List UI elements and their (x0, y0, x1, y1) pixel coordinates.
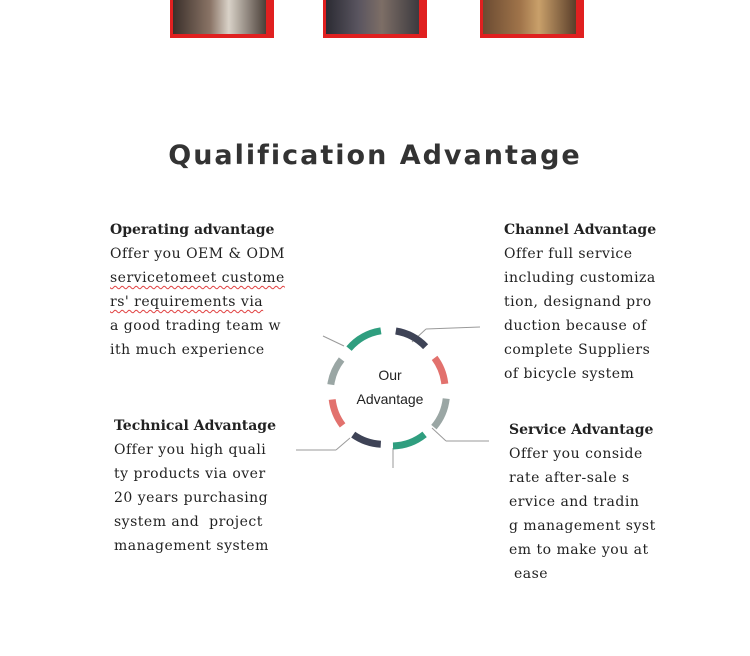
exhibition-photo-2 (323, 0, 427, 38)
channel-line: tion, designand pro (504, 294, 652, 310)
exhibition-photo-3 (480, 0, 584, 38)
exhibition-photo-1 (170, 0, 274, 38)
channel-line: including customiza (504, 270, 656, 286)
service-advantage-block (509, 418, 656, 586)
service-line: ease (509, 566, 549, 582)
service-line: ervice and tradin (509, 494, 640, 510)
channel-line: of bicycle system (504, 366, 635, 382)
operating-heading: Operating advantage (110, 222, 275, 238)
service-line: Offer you conside (509, 446, 643, 462)
operating-advantage-block (110, 218, 285, 362)
service-line: rate after-sale s (509, 470, 630, 486)
channel-advantage-block (504, 218, 656, 386)
technical-heading: Technical Advantage (114, 418, 276, 434)
technical-line: 20 years purchasing (114, 490, 269, 506)
connector-line (432, 428, 446, 441)
operating-line: rs' requirements via (110, 294, 264, 310)
service-line: g management syst (509, 518, 656, 534)
connector-line (426, 327, 480, 329)
technical-line: Offer you high quali (114, 442, 267, 458)
connector-line (323, 336, 344, 346)
technical-line: management system (114, 538, 269, 554)
ring-segment-teal (393, 434, 425, 446)
ring-segment-navy (353, 435, 381, 445)
operating-line: a good trading team w (110, 318, 282, 334)
technical-line: system and project (114, 514, 263, 530)
hub-label-advantage: Advantage (356, 391, 424, 407)
channel-line: complete Suppliers (504, 342, 651, 358)
operating-line: ith much experience (110, 342, 265, 358)
operating-line: Offer you OEM & ODM (110, 246, 286, 262)
ring-segment-teal (349, 331, 381, 349)
service-line: em to make you at (509, 542, 649, 558)
technical-line: ty products via over (114, 466, 266, 482)
technical-advantage-block (114, 414, 276, 558)
service-heading: Service Advantage (509, 422, 654, 438)
channel-line: duction because of (504, 318, 647, 334)
section-title: Qualification Advantage (168, 140, 582, 171)
channel-heading: Channel Advantage (504, 222, 657, 238)
channel-line: Offer full service (504, 246, 633, 262)
connector-line (336, 438, 350, 450)
operating-line: servicetomeet custome (110, 270, 285, 286)
hub-label-our: Our (378, 367, 402, 383)
